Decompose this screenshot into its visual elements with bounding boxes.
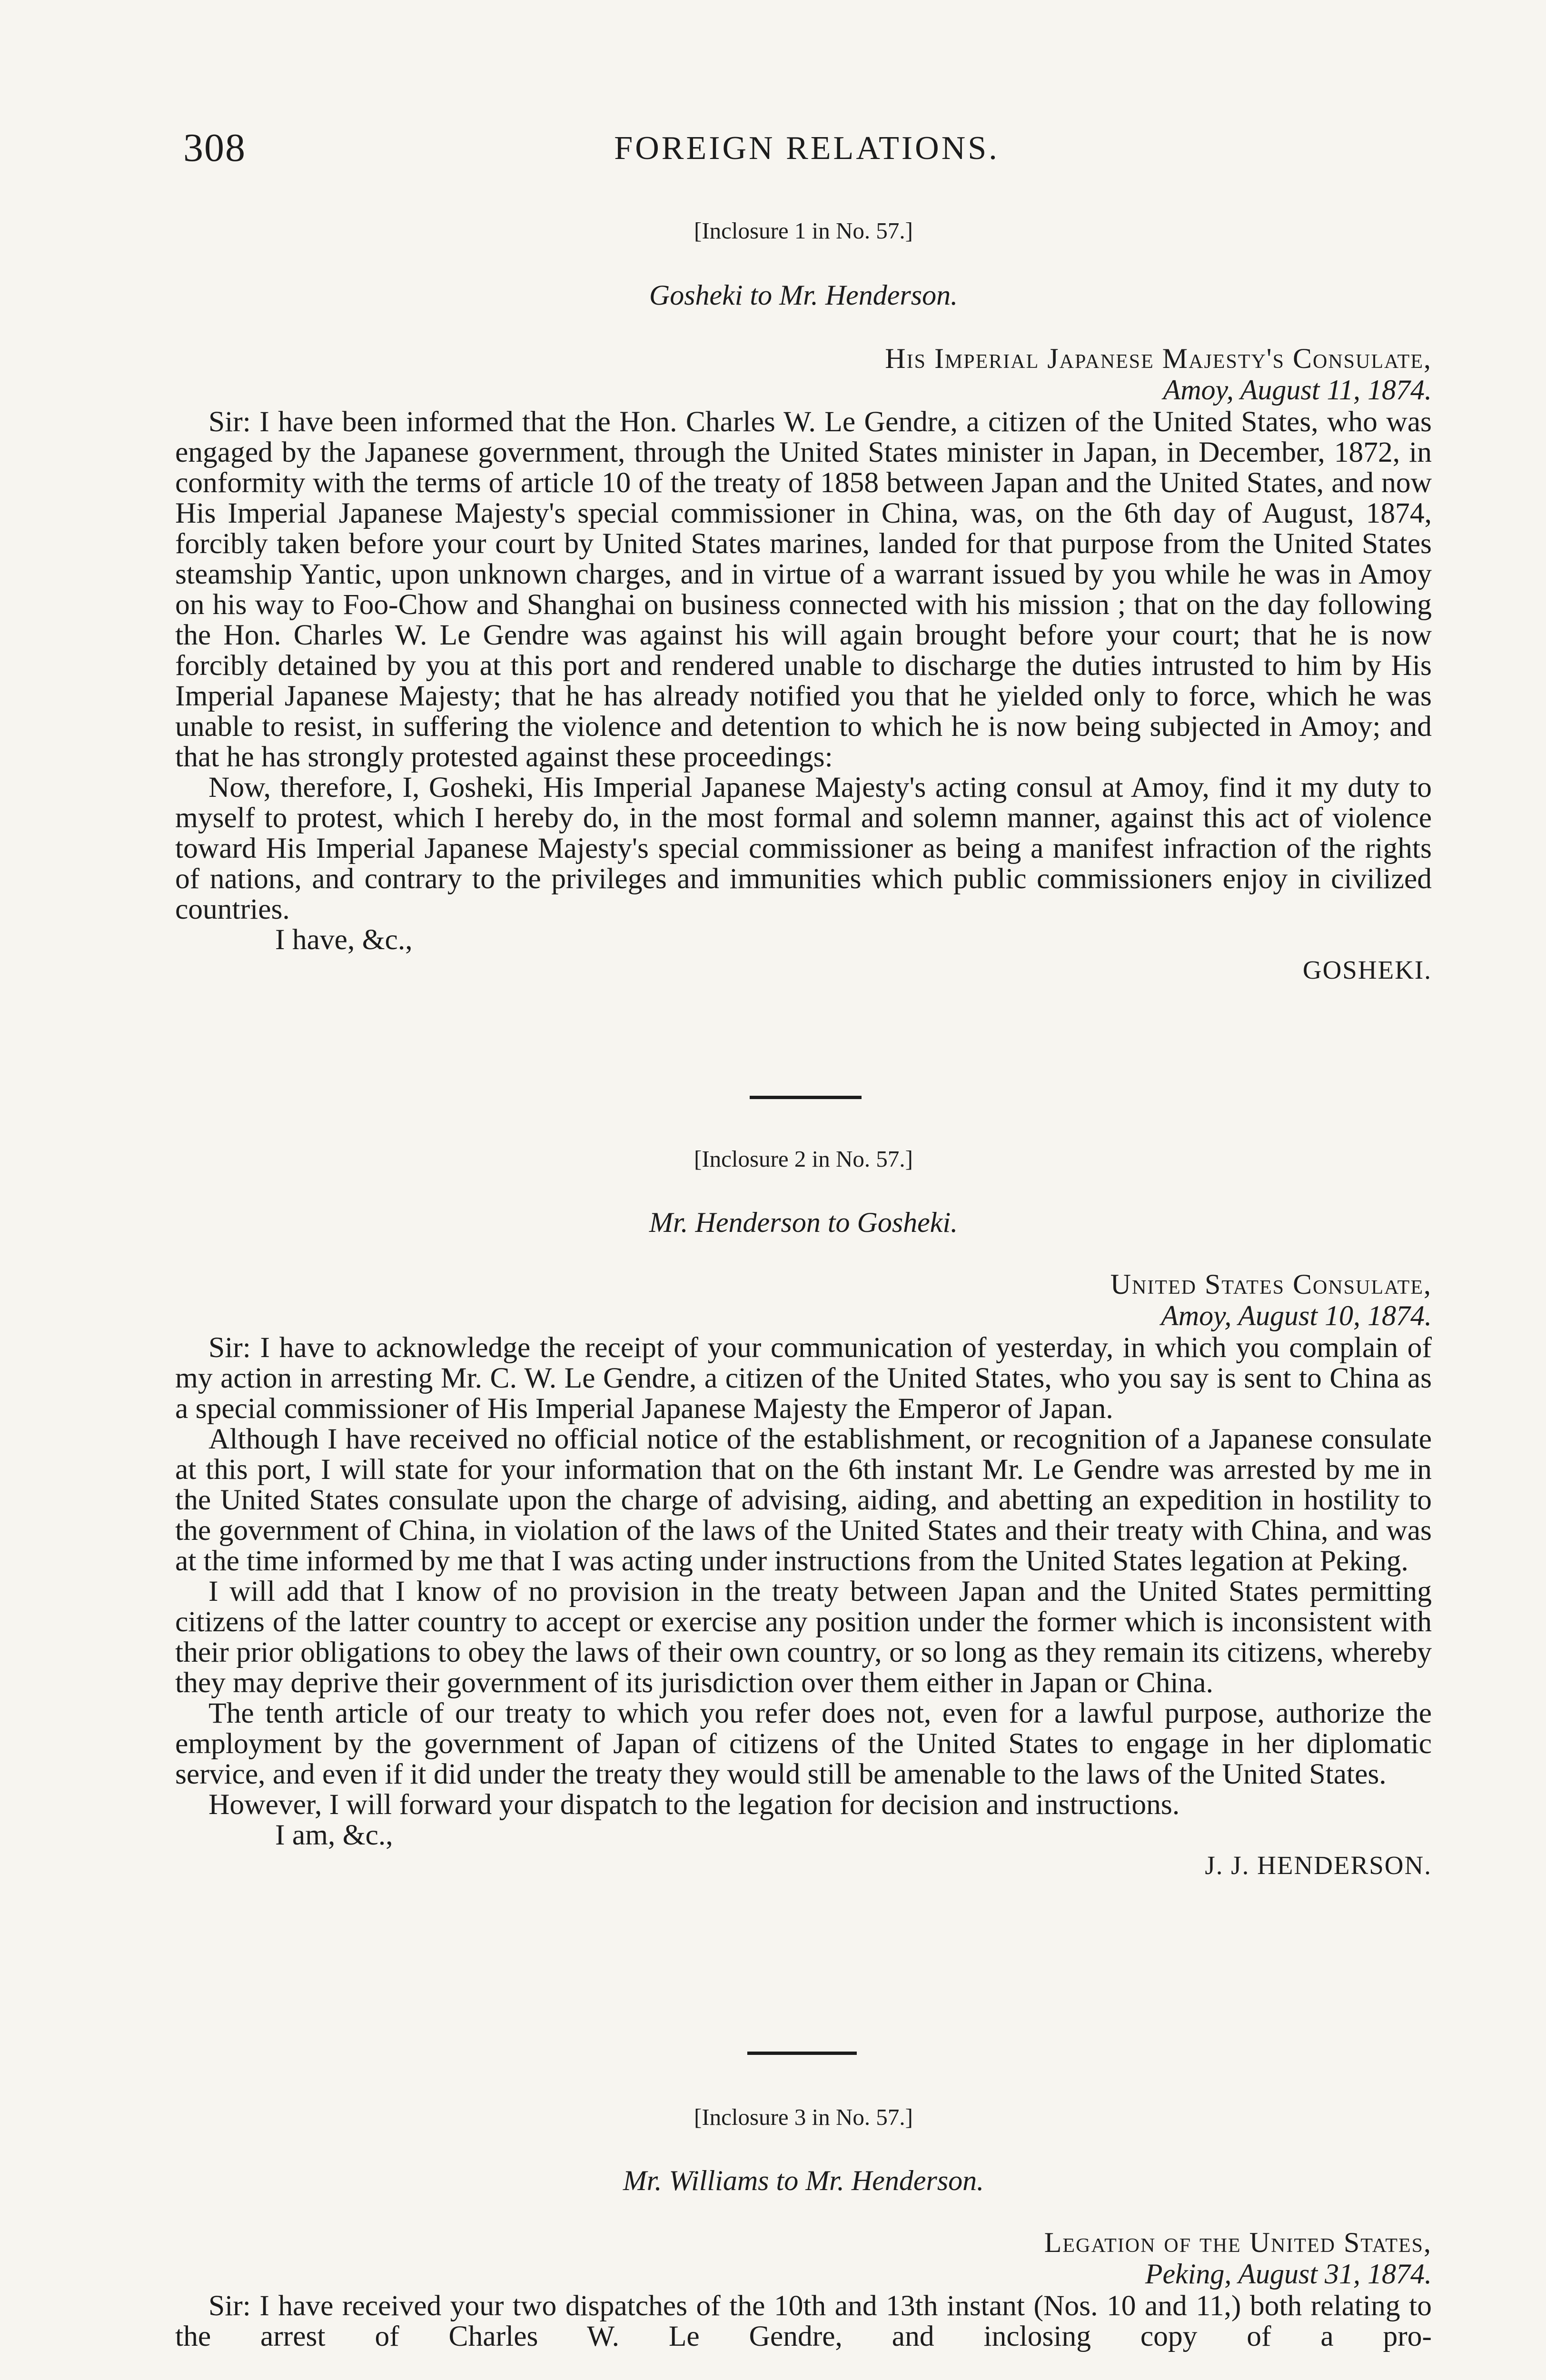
inclosure-label: [Inclosure 1 in No. 57.]: [694, 218, 913, 244]
inclosure-2: [175, 1145, 1432, 1880]
letter-paragraph: Sir: I have received your two dispatches of the 10th and 13th instant (Nos. 10 and 11,) both relating to the arrest of Charles W. Le Gendre, and inclosing copy of a pro-: [175, 2290, 1432, 2352]
letter-signature: GOSHEKI.: [1302, 955, 1432, 984]
running-title: FOREIGN RELATIONS.: [614, 130, 1000, 167]
letter-paragraph: Sir: I have been informed that the Hon. Charles W. Le Gendre, a citizen of the United States, who was engaged by the Japanese government, through the United States minister in Japan, in December, 1872, in conformity with the terms of article 10 of the treaty of 1858 between Japan and the United States, and now His Imperial Japanese Majesty's special commissioner in China, was, on the 6th day of August, 1874, forcibly taken before your court by United States marines, landed for that purpose from the United States steamship Yantic, upon unknown charges, and in virtue of a warrant issued by you while he was in Amoy on his way to Foo-Chow and Shanghai on business connected with his mission ; that on the day following the Hon. Charles W. Le Gendre was against his will again brought before your court; that he is now forcibly detained by you at this port and rendered unable to discharge the duties intrusted to him by His Imperial Japanese Majesty; that he has already notified you that he yielded only to force, which he was unable to resist, in suffering the violence and detention to which he is now being subjected in Amoy; and that he has strongly protested against these proceedings:: [175, 406, 1432, 773]
letter-date: Amoy, August 10, 1874.: [1161, 1300, 1432, 1331]
letter-paragraph: The tenth article of our treaty to which you refer does not, even for a lawful purpose, authorize the employment by the government of Japan of citizens of the United States to engage in her diplomatic service, and even if it did under the treaty they would still be amenable to the laws of the United States.: [175, 1697, 1432, 1790]
letter-date: Amoy, August 11, 1874.: [1163, 374, 1432, 406]
letter-place: United States Consulate,: [1110, 1269, 1432, 1300]
letter-title: Mr. Henderson to Gosheki.: [649, 1207, 958, 1238]
inclosure-label: [Inclosure 3 in No. 57.]: [694, 2104, 913, 2130]
letter-paragraph: However, I will forward your dispatch to the legation for decision and instructions.: [208, 1788, 1180, 1821]
section-divider: [747, 2052, 857, 2055]
letter-closing: I am, &c.,: [275, 1819, 393, 1851]
letter-signature: J. J. HENDERSON.: [1205, 1851, 1432, 1880]
inclosure-1: [175, 217, 1432, 985]
letter-date: Peking, August 31, 1874.: [1145, 2258, 1432, 2290]
letter-closing: I have, &c.,: [275, 923, 413, 956]
letter-place: Legation of the United States,: [1044, 2227, 1432, 2258]
page-number: 308: [183, 126, 246, 170]
letter-title: Gosheki to Mr. Henderson.: [649, 279, 958, 311]
inclosure-3: [175, 2103, 1432, 2351]
letter-title: Mr. Williams to Mr. Henderson.: [623, 2165, 984, 2196]
letter-place: His Imperial Japanese Majesty's Consulate,: [885, 343, 1432, 374]
inclosure-label: [Inclosure 2 in No. 57.]: [694, 1146, 913, 1172]
letter-paragraph: I will add that I know of no provision in the treaty between Japan and the United States permitting citizens of the latter country to accept or exercise any position under the former which is inconsistent with their prior obligations to obey the laws of their own country, or so long as they remain its citizens, whereby they may deprive their government of its jurisdiction over them either in Japan or China.: [175, 1575, 1432, 1699]
letter-paragraph: Sir: I have to acknowledge the receipt of your communication of yesterday, in which you complain of my action in arresting Mr. C. W. Le Gendre, a citizen of the United States, who you say is sent to China as a special commissioner of His Imperial Japanese Majesty the Emperor of Japan.: [175, 1331, 1432, 1425]
letter-paragraph: Now, therefore, I, Gosheki, His Imperial Japanese Majesty's acting consul at Amoy, find it my duty to myself to protest, which I hereby do, in the most formal and solemn manner, against this act of violence toward His Imperial Japanese Majesty's special commissioner as being a manifest infraction of the rights of nations, and contrary to the privileges and immunities which public commissioners enjoy in civilized countries.: [175, 771, 1432, 925]
page-header: [183, 125, 1430, 177]
section-divider: [750, 1096, 862, 1099]
letter-paragraph: Although I have received no official notice of the establishment, or recognition of a Japanese consulate at this port, I will state for your information that on the 6th instant Mr. Le Gendre was arrested by me in the United States consulate upon the charge of advising, aiding, and abetting an expedition in hostility to the government of China, in violation of the laws of the United States and their treaty with China, and was at the time informed by me that I was acting under instructions from the United States legation at Peking.: [175, 1423, 1432, 1577]
